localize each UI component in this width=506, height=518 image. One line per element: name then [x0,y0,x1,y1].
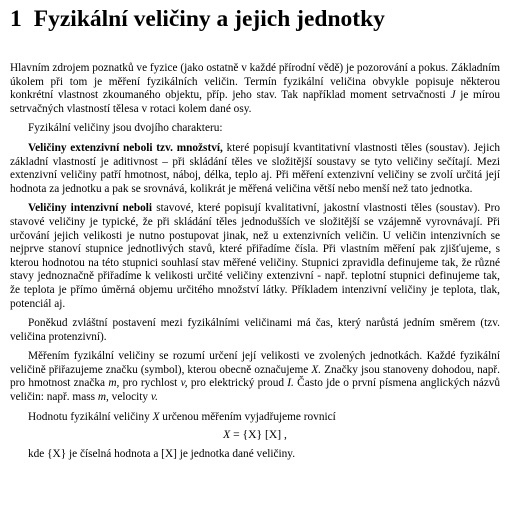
section-heading [10,0,500,34]
paragraph-measurement: Měřením fyzikální veličiny se rozumí určení její velikosti ve zvolených jednotkách. Každé fyzikální veličině přiřazujeme značku (symbol), kterou obecně označujeme X. Značky jsou stanoveny dohodou, např. pro hmotnost značka m, pro rychlost v, pro elektrický proud I. Často jde o první písmena anglických názvů veličin: např. mass m, velocity v. [10,350,501,404]
document-body [10,62,500,461]
paragraph-value: Hodnotu fyzikální veličiny X určenou měřením vyjadřujeme rovnicí [28,410,336,423]
paragraph-extensive: Veličiny extenzivní neboli tzv. množství, které popisují kvantitativní vlastnosti těles (soustav). Jejich základní vlastností je aditivnost – při skládání těles ve složitější soustavy se tyto veličiny sečítají. Mezi extenzivní veličiny patří hmotnost, náboj, délka, teplo aj. Při měření extenzivní veličiny se zvolí určitá její hodnota za jednotku a pak se srovnává, kolikrát je měřená veličina větší nebo menší než tato jednotka. [10,141,500,195]
section-number: 1 [10,6,22,32]
equation: X = {X} [X] , [223,428,287,442]
section-title: Fyzikální veličiny a jejich jednotky [33,6,385,32]
term-extensive: Veličiny extenzivní neboli tzv. množství, [28,141,223,154]
term-intensive: Veličiny intenzivní neboli [28,202,153,215]
paragraph-explanation: kde {X} je číselná hodnota a [X] je jednotka dané veličiny. [28,447,296,460]
paragraph-time: Poněkud zvláštní postavení mezi fyzikálními veličinami má čas, který narůstá jedním směrem (tzv. veličina protenzivní). [10,317,500,343]
paragraph-intensive: Veličiny intenzivní neboli stavové, které popisují kvalitativní, jakostní vlastnosti těles (soustav). Pro stavové veličiny je typické, že při skládání těles jednodušších ve složitější se vzájemně vyrovnávají. Při určování jejich velikosti je nutno postupovat jinak, než u extenzivních veličin. U veličin intenzivních se nejprve stanoví stupnice jednotlivých stavů, které přiřadíme čísla. Při vlastním měření pak zjišťujeme, s kterou hodnotou na této stupnici souhlasí stav měřené veličiny. Stupnici zpravidla definujeme tak, že různé stavy jednoznačně přiřadíme k velikosti určité veličiny extenzivní - např. teplotní stupnici definujeme tak, že teplota je přímo úměrná objemu určitého množství látky. Příkladem intenzivní veličiny je teplota, tlak, potenciál aj. [10,202,500,310]
paragraph-types: Fyzikální veličiny jsou dvojího charakteru: [28,122,223,135]
paragraph-intro: Hlavním zdrojem poznatků ve fyzice (jako ostatně v každé přírodní vědě) je pozorování a pokus. Základním úkolem při tom je měření fyzikálních veličin. Termín fyzikální veličina obvykle popisuje některou konkrétní vlastnost zkoumaného objektu, příp. jeho stav. Tak například moment setrvačnosti J je mírou setrvačných vlastností tělesa v rotaci kolem dané osy. [10,62,501,115]
